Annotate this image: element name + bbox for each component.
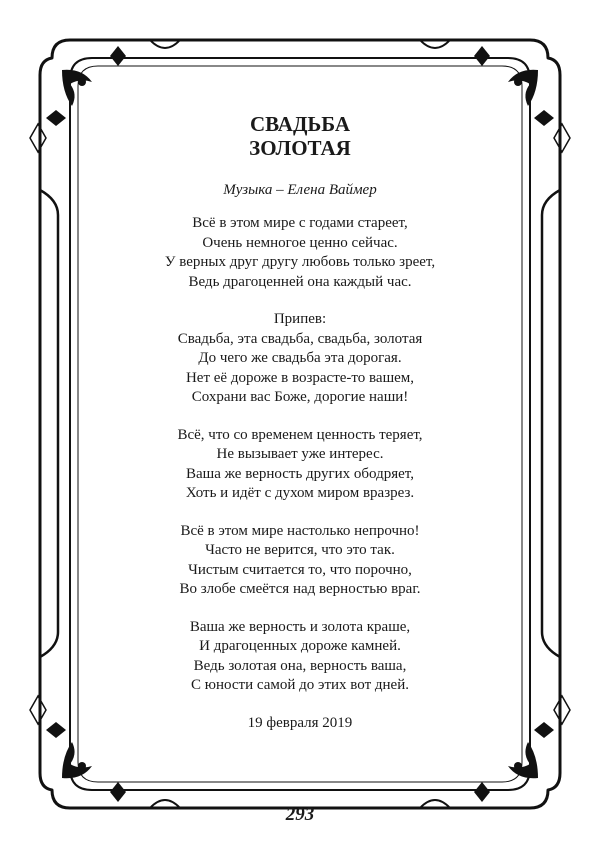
verse-line: Нет её дороже в возрасте-то вашем, [185, 369, 415, 386]
verse-line: Ведь золотая она, верность ваша, [193, 657, 407, 674]
poem-content [100, 112, 500, 733]
verse-line: Свадьба, эта свадьба, свадьба, золотая [177, 330, 423, 347]
chorus-label: Припев: [273, 311, 327, 327]
right-diamond-bottom [554, 696, 570, 724]
page-number: 293 [285, 804, 315, 825]
verse-line: До чего же свадьба эта дорогая. [198, 350, 402, 366]
verse-line: Очень немногое ценно сейчас. [202, 234, 398, 251]
verse-line: Всё в этом мире с годами стареет, [192, 215, 408, 231]
verse-line: Ваша же верность других ободряет, [186, 465, 414, 482]
right-diamond-top [554, 124, 570, 152]
poem-date: 19 февраля 2019 [247, 714, 353, 731]
stanza-3 [100, 426, 500, 504]
verse-line: Не вызывает уже интерес. [216, 446, 384, 462]
verse-line: И драгоценных дороже камней. [199, 638, 401, 654]
verse-line: Часто не верится, что это так. [205, 542, 395, 558]
stanza-4 [100, 522, 500, 600]
stanza-chorus [100, 310, 500, 408]
verse-line: Ведь драгоценней она каждый час. [188, 273, 412, 290]
verse-line: Всё в этом мире настолько непрочно! [180, 522, 420, 539]
music-credit: Музыка – Елена Ваймер [223, 182, 377, 198]
verse-line: Чистым считается то, что порочно, [188, 561, 412, 578]
right-tab [542, 190, 560, 657]
verse-line: Всё, что со временем ценность теряет, [177, 426, 423, 443]
verse-line: Ваша же верность и золота краше, [189, 618, 411, 635]
poem-title [100, 112, 500, 160]
verse-line: Хоть и идёт с духом миром вразрез. [185, 485, 415, 501]
stanza-1 [100, 214, 500, 292]
title-line: СВАДЬБА [249, 112, 351, 136]
stanza-5 [100, 618, 500, 696]
left-diamond-top [30, 124, 46, 152]
verse-line: Сохрани вас Боже, дорогие наши! [191, 389, 409, 405]
verse-line: Во злобе смеётся над верностью враг. [179, 581, 421, 597]
verse-line: У верных друг другу любовь только зреет, [164, 254, 436, 270]
left-diamond-bottom [30, 696, 46, 724]
verse-line: С юности самой до этих вот дней. [191, 677, 409, 693]
title-line: ЗОЛОТАЯ [249, 136, 351, 160]
left-tab [40, 190, 58, 657]
